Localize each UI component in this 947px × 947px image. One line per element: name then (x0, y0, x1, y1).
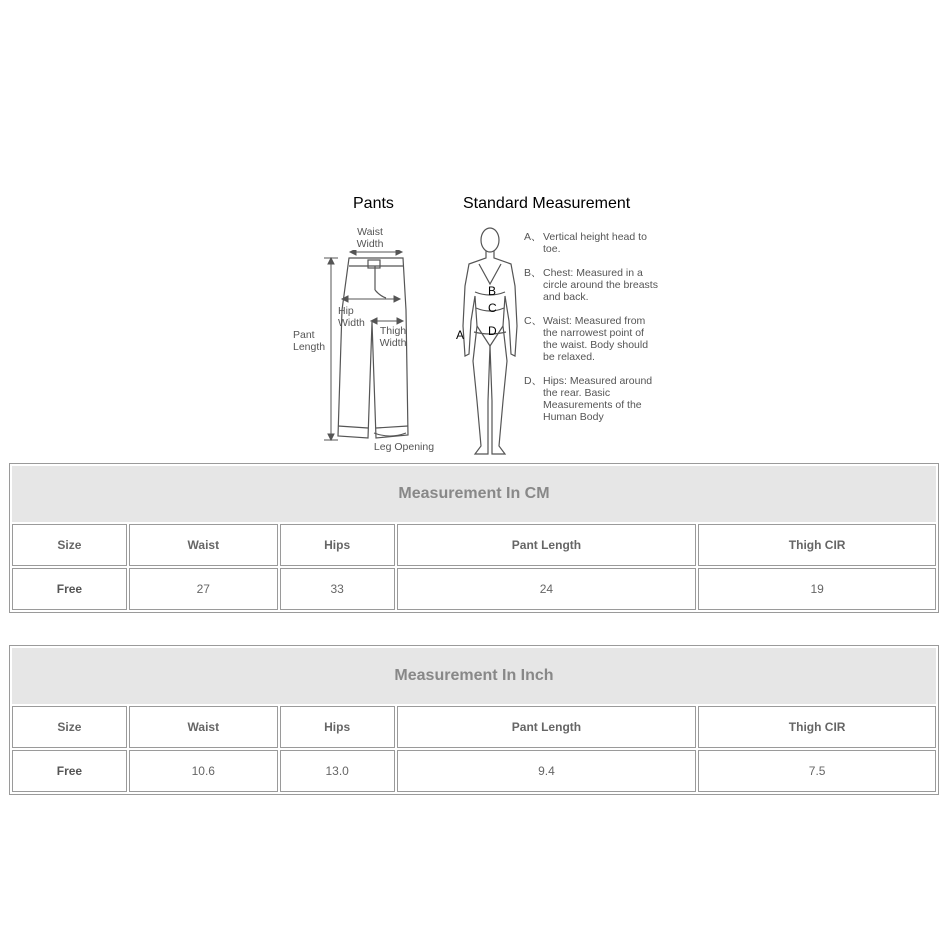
note-d: D、 Hips: Measured around the rear. Basic Measurements of the Human Body (524, 375, 653, 423)
pant-length-label: Pant Length (293, 329, 326, 353)
letter-c: C (488, 301, 497, 315)
table-title: Measurement In Inch (12, 648, 936, 704)
leg-opening-label: Leg Opening (373, 441, 435, 453)
table-cell: 9.4 (397, 750, 697, 792)
pants-title: Pants (353, 195, 394, 212)
table-cell: 19 (698, 568, 936, 610)
table-cell: 7.5 (698, 750, 936, 792)
table-cell: 27 (129, 568, 278, 610)
table-cell: 10.6 (129, 750, 278, 792)
column-header: Pant Length (397, 524, 697, 566)
table-header-row (12, 524, 936, 566)
column-header: Thigh CIR (698, 524, 936, 566)
table-header-row (12, 706, 936, 748)
pants-diagram (320, 250, 420, 450)
thigh-width-label: Thigh Width (379, 325, 407, 349)
column-header: Waist (129, 706, 278, 748)
note-c: C、 Waist: Measured from the narrowest point of the waist. Body should be relaxed. (524, 315, 649, 363)
table-cell: Free (12, 750, 127, 792)
column-header: Size (12, 524, 127, 566)
table-row (12, 568, 936, 610)
column-header: Hips (280, 524, 395, 566)
column-header: Thigh CIR (698, 706, 936, 748)
measurement-cm-table (9, 463, 939, 613)
hip-width-label: Hip Width (338, 305, 365, 329)
table-title: Measurement In CM (12, 466, 936, 522)
table-cell: 33 (280, 568, 395, 610)
letter-d: D (488, 324, 497, 338)
table-cell: 24 (397, 568, 697, 610)
table-cell: Free (12, 568, 127, 610)
waist-width-label: Waist Width (356, 226, 384, 250)
measurement-inch-table (9, 645, 939, 795)
column-header: Size (12, 706, 127, 748)
measurement-notes (524, 231, 659, 435)
column-header: Hips (280, 706, 395, 748)
letter-a: A (456, 328, 465, 342)
column-header: Pant Length (397, 706, 697, 748)
note-b: B、 Chest: Measured in a circle around the breasts and back. (524, 267, 658, 303)
table-cell: 13.0 (280, 750, 395, 792)
standard-measurement-title: Standard Measurement (463, 195, 631, 212)
column-header: Waist (129, 524, 278, 566)
leg-opening-marker (370, 425, 410, 439)
table-row (12, 750, 936, 792)
letter-b: B (488, 284, 497, 298)
note-a: A、 Vertical height head to toe. (524, 231, 647, 255)
human-body-figure (455, 226, 525, 458)
